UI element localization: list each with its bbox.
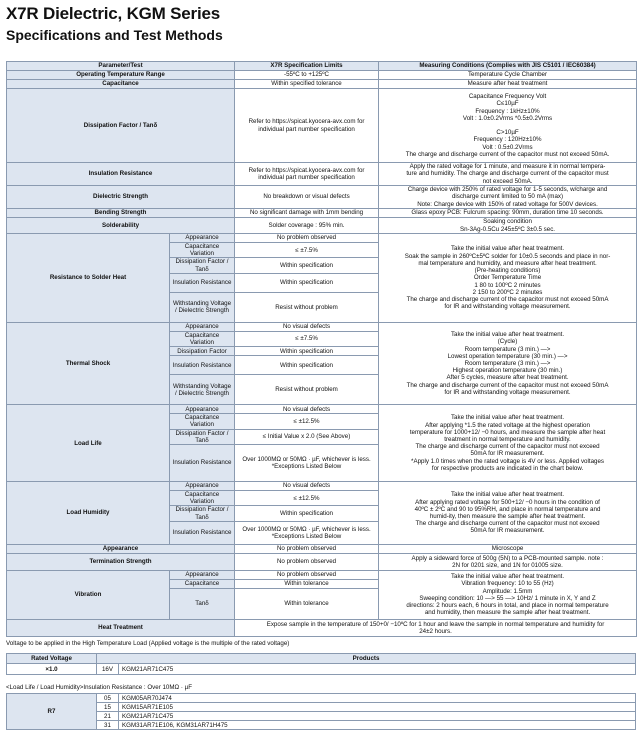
condition-line: The charge and discharge current of the capacitor must not exceed (415, 520, 600, 528)
condition-line: The charge and discharge current of the capacitor must not exceed 50mA (406, 295, 609, 303)
sub-param-label: Capacitance (170, 579, 235, 588)
condition-line: Room temperature (3 min.) —> (464, 345, 551, 353)
condition-line: C>10µF (496, 129, 519, 137)
spec-cell: Resist without problem (235, 292, 379, 322)
group-label: Resistance to Solder Heat (7, 234, 170, 323)
spec-cell: No breakdown or visual defects (235, 186, 379, 209)
param-label: Heat Treatment (7, 619, 235, 636)
condition-line: Take the initial value after heat treatment. (450, 245, 565, 253)
condition-line: Take the initial value after heat treatment. (450, 491, 565, 499)
sub-param-label: Appearance (170, 405, 235, 414)
condition-line: Expose sample in the temperature of 150+0/ −10ºC for 1 hour and leave the sample in normal temperature and humidity for (266, 620, 605, 628)
condition-line: Highest operation temperature (30 min.) (452, 367, 563, 375)
spec-row (7, 544, 637, 553)
rated-voltage-header: Rated Voltage (7, 654, 97, 664)
r7-table (6, 693, 636, 730)
spec-cell: No problem observed (235, 544, 379, 553)
spec-cell: ≤ Initial Value x 2.0 (See Above) (235, 429, 379, 444)
size-cell: 15 (97, 703, 119, 712)
param-label: Appearance (7, 544, 235, 553)
spec-sub-row (7, 405, 637, 414)
condition-line: The charge and discharge current of the capacitor must not exceed 50mA. (405, 150, 610, 158)
spec-cell: Within specification (235, 258, 379, 273)
spec-cell: Within specification (235, 506, 379, 521)
condition-line: 50mA for IR measurement. (470, 450, 545, 458)
sub-param-label: Insulation Resistance (170, 521, 235, 544)
spec-cell: ≤ ±12.5% (235, 414, 379, 429)
group-label: Vibration (7, 570, 170, 619)
spec-sub-row (7, 234, 637, 243)
product-cell: KGM21AR71C475 (119, 664, 636, 675)
condition-line: C≤10µF (496, 100, 519, 108)
spec-row (7, 163, 637, 186)
condition-line: Take the initial value after heat treatment. (450, 414, 565, 422)
spec-row (7, 186, 637, 209)
condition-line: discharge current limited to 50 mA (max) (451, 193, 564, 201)
sub-param-label: Capacitance Variation (170, 243, 235, 258)
condition-line: 24±2 hours. (419, 627, 452, 635)
spec-cell: No problem observed (235, 234, 379, 243)
condition-line: not exceed 50mA. (482, 177, 533, 185)
condition-line: Volt : 1.0±0.2Vrms *0.5±0.2Vrms (462, 114, 553, 122)
conditions-cell (379, 186, 637, 209)
size-cell: 31 (97, 721, 119, 730)
product-cell: KGM15AR71E105 (119, 703, 636, 712)
sub-param-label: Insulation Resistance (170, 273, 235, 292)
spec-cell: Within specification (235, 356, 379, 375)
sub-param-label: Capacitance Variation (170, 491, 235, 506)
condition-line: 2 150 to 200ºC 2 minutes (472, 288, 543, 296)
sub-param-label: Dissipation Factor (170, 347, 235, 356)
condition-line: The charge and discharge current of the capacitor must not exceed 50mA (406, 381, 609, 389)
spec-cell: No problem observed (235, 553, 379, 570)
spec-cell: Within specified tolerance (235, 80, 379, 89)
conditions-cell (379, 553, 637, 570)
param-label: Capacitance (7, 80, 235, 89)
condition-line: Frequency : 1kHz±10% (475, 107, 540, 115)
conditions-cell: Measure after heat treatment (379, 80, 637, 89)
group-label: Load Humidity (7, 482, 170, 545)
spec-row (7, 619, 637, 636)
spec-row (7, 89, 637, 163)
sub-param-label: Insulation Resistance (170, 445, 235, 482)
sub-param-label: Withstanding Voltage / Dielectric Strength (170, 375, 235, 405)
sub-param-label: Appearance (170, 322, 235, 331)
sub-param-label: Dissipation Factor / Tanδ (170, 429, 235, 444)
conditions-cell (379, 482, 637, 545)
conditions-cell (235, 619, 637, 636)
size-cell: 05 (97, 694, 119, 703)
product-cell: KGM31AR71E106, KGM31AR71H475 (119, 721, 636, 730)
group-label: Thermal Shock (7, 322, 170, 404)
condition-line: Amplitude: 1.5mm (482, 587, 533, 595)
condition-line: Frequency : 120Hz±10% (473, 136, 542, 144)
header-cond: Measuring Conditions (Complies with JIS C5101 / IEC60384) (379, 62, 637, 71)
spec-row (7, 209, 637, 218)
condition-line: 50mA for IR measurement. (470, 527, 545, 535)
r7-row (7, 712, 636, 721)
condition-line: Lowest operation temperature (30 min.) —> (447, 352, 568, 360)
condition-line: (Pre-heating conditions) (474, 267, 541, 275)
condition-line: mal temperature and humidity, and measure after heat treatment. (418, 259, 597, 267)
r7-row (7, 703, 636, 712)
condition-line (381, 122, 634, 129)
spec-cell: Within tolerance (235, 579, 379, 588)
condition-line: Sweeping condition: 10 —> 55 —> 10Hz/ 1 minute in X, Y and Z (419, 594, 596, 602)
header-spec: X7R Specification Limits (235, 62, 379, 71)
spec-cell: No visual defects (235, 405, 379, 414)
conditions-cell (379, 405, 637, 482)
sub-param-label: Tanδ (170, 588, 235, 619)
conditions-cell (379, 322, 637, 404)
spec-cell: Refer to https://spicat.kyocera-avx.com for individual part number specification (235, 89, 379, 163)
sub-param-label: Dissipation Factor / Tanδ (170, 258, 235, 273)
param-label: Solderability (7, 218, 235, 234)
condition-line: Capacitance Frequency Volt (468, 93, 547, 101)
condition-line: (Cycle) (497, 338, 518, 346)
spec-cell: No visual defects (235, 482, 379, 491)
conditions-cell: Glass epoxy PCB: Fulcrum spacing: 90mm, duration time 10 seconds. (379, 209, 637, 218)
condition-line: and humidity, then measure the sample after heat treatment. (424, 609, 591, 617)
param-label: Bending Strength (7, 209, 235, 218)
param-label: Termination Strength (7, 553, 235, 570)
condition-line: Soaking condition (483, 218, 532, 226)
sub-param-label: Appearance (170, 234, 235, 243)
spec-cell: ≤ ±7.5% (235, 243, 379, 258)
spec-sub-row (7, 570, 637, 579)
condition-line: 1 80 to 100ºC 2 minutes (474, 281, 541, 289)
products-header: Products (97, 654, 636, 664)
condition-line: for IR and withstanding voltage measurement. (444, 388, 571, 396)
spec-cell: -55ºC to +125ºC (235, 71, 379, 80)
condition-line: *Apply 1.0 times when the rated voltage is 4V or less. Applied voltages (411, 457, 604, 465)
group-label: Load Life (7, 405, 170, 482)
spec-cell: Resist without problem (235, 375, 379, 405)
sub-param-label: Dissipation Factor / Tanδ (170, 506, 235, 521)
condition-line: After applying rated voltage for 500+12/ −0 hours in the condition of (415, 498, 600, 506)
spec-cell: No significant damage with 1mm bending (235, 209, 379, 218)
spec-cell: Within specification (235, 273, 379, 292)
conditions-cell (379, 89, 637, 163)
r7-row (7, 721, 636, 730)
spec-row (7, 218, 637, 234)
condition-line: Apply the rated voltage for 1 minute, and measure it in normal tempera- (409, 163, 606, 171)
spec-cell: No visual defects (235, 322, 379, 331)
sub-param-label: Capacitance Variation (170, 414, 235, 429)
condition-line: ture and humidity. The charge and discharge current of the capacitor must (406, 170, 609, 178)
condition-line: treatment in normal temperature and humidity. (444, 435, 571, 443)
product-cell: KGM21AR71C475 (119, 712, 636, 721)
condition-line: Sn-3Ag-0.5Cu 245±5ºC 3±0.5 sec. (459, 225, 556, 233)
spec-sub-row (7, 482, 637, 491)
spec-row (7, 71, 637, 80)
condition-line: 40ºC ± 2ºC and 90 to 95%RH, and place in normal temperature and (414, 505, 601, 513)
spec-cell: No problem observed (235, 570, 379, 579)
condition-line: After applying *1.5 the rated voltage at the highest operation (425, 421, 590, 429)
condition-line: humid-ity, then measure the sample after heat treatment. (429, 512, 586, 520)
spec-cell: Within specification (235, 347, 379, 356)
condition-line: Order Temperature Time (473, 274, 542, 282)
conditions-cell (379, 163, 637, 186)
param-label: Insulation Resistance (7, 163, 235, 186)
spec-cell: Over 1000MΩ or 50MΩ · µF, whichever is less. *Exceptions Listed Below (235, 521, 379, 544)
voltage-cell: 16V (97, 664, 119, 675)
multiplier-cell: ×1.0 (7, 664, 97, 675)
sub-param-label: Insulation Resistance (170, 356, 235, 375)
condition-line: 2N for 0201 size, and 1N for 01005 size. (452, 561, 563, 569)
page-title: X7R Dielectric, KGM Series (6, 4, 221, 23)
spec-cell: Refer to https://spicat.kyocera-avx.com for individual part number specification (235, 163, 379, 186)
condition-line: for IR and withstanding voltage measurement. (444, 303, 571, 311)
condition-line: Take the initial value after heat treatment. (450, 573, 565, 581)
condition-line: temperature for 1000+12/ −0 hours, and measure the sample after heat (409, 428, 606, 436)
spec-cell: ≤ ±12.5% (235, 491, 379, 506)
param-label: Dissipation Factor / Tanδ (7, 89, 235, 163)
condition-line: Note: Charge device with 150% of rated voltage for 500V devices. (417, 200, 598, 208)
conditions-cell (379, 234, 637, 323)
condition-line: Vibration frequency: 10 to 55 (Hz) (461, 580, 554, 588)
ir-note: <Load Life / Load Humidity>Insulation Resistance : Over 10MΩ · µF (6, 684, 192, 691)
param-label: Dielectric Strength (7, 186, 235, 209)
page-subtitle: Specifications and Test Methods (6, 27, 223, 43)
spec-cell: Within tolerance (235, 588, 379, 619)
spec-table (6, 61, 637, 637)
spec-row (7, 80, 637, 89)
product-cell: KGM05AR70J474 (119, 694, 636, 703)
condition-line: The charge and discharge current of the capacitor must not exceed (415, 443, 600, 451)
header-param: Parameter/Test (7, 62, 235, 71)
sub-param-label: Appearance (170, 570, 235, 579)
condition-line: Volt : 0.5±0.2Vrms (482, 143, 533, 151)
condition-line: Soak the sample in 260ºC±5ºC solder for 10±0.5 seconds and place in nor- (404, 252, 611, 260)
sub-param-label: Withstanding Voltage / Dielectric Strength (170, 292, 235, 322)
r7-row (7, 694, 636, 703)
spec-sub-row (7, 322, 637, 331)
condition-line: for respective products are indicated in the chart below. (431, 464, 584, 472)
condition-line: Room temperature (3 min.) —> (464, 359, 551, 367)
condition-line: After 5 cycles, measure after heat treatment. (446, 374, 569, 382)
conditions-cell: Microscope (379, 544, 637, 553)
spec-cell: ≤ ±7.5% (235, 331, 379, 346)
condition-line: Charge device with 250% of rated voltage for 1-5 seconds, w/charge and (407, 186, 608, 194)
voltage-note: Voltage to be applied in the High Temperature Load (Applied voltage is the multiple of the rated voltage) (6, 640, 290, 647)
size-cell: 21 (97, 712, 119, 721)
spec-cell: Solder coverage : 95% min. (235, 218, 379, 234)
condition-line: Apply a sideward force of 500g (5N) to a PCB-mounted sample. note : (411, 554, 604, 562)
spec-row (7, 553, 637, 570)
sub-param-label: Appearance (170, 482, 235, 491)
param-label: Operating Temperature Range (7, 71, 235, 80)
conditions-cell (379, 570, 637, 619)
r7-label: R7 (7, 694, 97, 730)
sub-param-label: Capacitance Variation (170, 331, 235, 346)
conditions-cell (379, 218, 637, 234)
spec-cell: Over 1000MΩ or 50MΩ · µF, whichever is less. *Exceptions Listed Below (235, 445, 379, 482)
condition-line: directions: 2 hours each, 6 hours in total, and place in normal temperature (406, 602, 609, 610)
condition-line: Take the initial value after heat treatment. (450, 331, 565, 339)
conditions-cell: Temperature Cycle Chamber (379, 71, 637, 80)
rated-voltage-table (6, 653, 636, 675)
